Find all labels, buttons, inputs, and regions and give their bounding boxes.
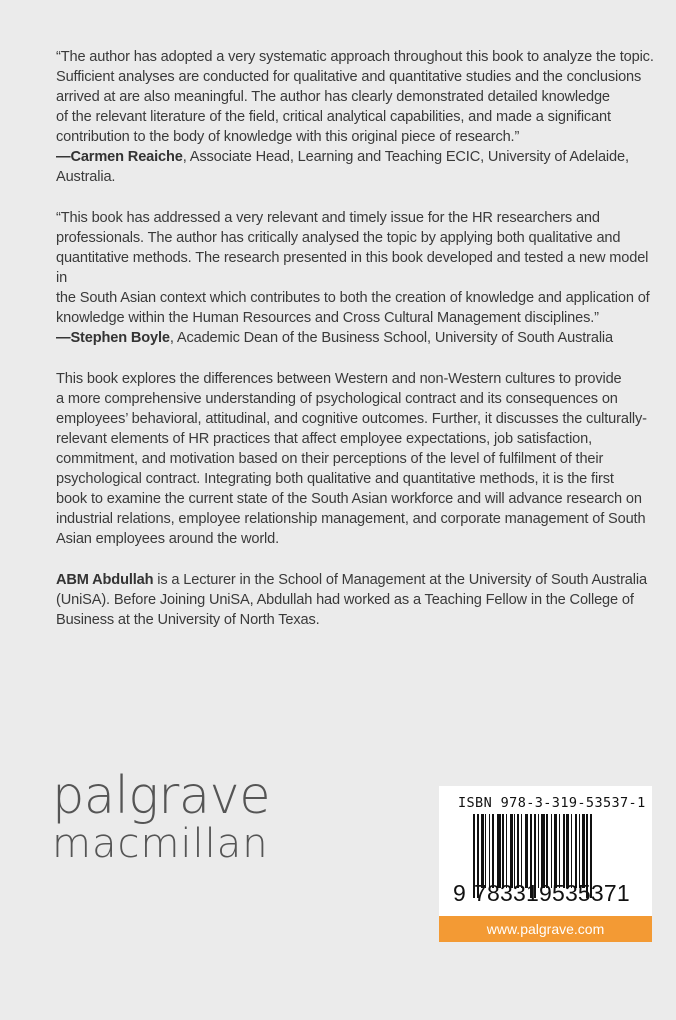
author-bio-line: (UniSA). Before Joining UniSA, Abdullah had worked as a Teaching Fellow in the College of: [56, 592, 634, 608]
review-attribution: [56, 328, 656, 348]
isbn-barcode-box: [439, 786, 652, 942]
description-line: psychological contract. Integrating both qualitative and quantitative methods, it is the first: [56, 471, 614, 487]
logo-palgrave: palgrave: [52, 766, 271, 826]
logo-macmillan: macmillan: [52, 821, 269, 867]
review-carmen-reaiche: [56, 47, 656, 187]
spacer: [56, 348, 656, 369]
barcode-first-digit: 9: [453, 880, 466, 906]
palgrave-macmillan-logo: [52, 766, 275, 867]
review-quote-line: “This book has addressed a very relevant and timely issue for the HR researchers and: [56, 210, 600, 226]
reviewer-name: Stephen Boyle: [70, 330, 170, 346]
review-stephen-boyle: [56, 208, 656, 348]
author-bio-line: Business at the University of North Texas.: [56, 612, 320, 628]
description-line: employees’ behavioral, attitudinal, and cognitive outcomes. Further, it discusses the culturally-: [56, 411, 647, 427]
spacer: [56, 549, 656, 570]
publisher-url: www.palgrave.com: [439, 916, 652, 942]
attribution-dash: —: [56, 149, 71, 165]
barcode-digits: [453, 880, 630, 907]
barcode-number: 783319535371: [474, 880, 630, 906]
author-name: ABM Abdullah: [56, 572, 154, 588]
review-quote-line: of the relevant literature of the field, critical analytical capabilities, and made a significant: [56, 109, 611, 125]
description-line: This book explores the differences between Western and non-Western cultures to provide: [56, 371, 622, 387]
description-line: a more comprehensive understanding of psychological contract and its consequences on: [56, 391, 618, 407]
review-quote-line: “The author has adopted a very systematic approach throughout this book to analyze the topic.: [56, 49, 654, 65]
reviewer-name: Carmen Reaiche: [70, 149, 183, 165]
description-line: relevant elements of HR practices that affect employee expectations, job satisfaction,: [56, 431, 593, 447]
description-line: Asian employees around the world.: [56, 531, 280, 547]
review-quote-line: the South Asian context which contributes to both the creation of knowledge and application of: [56, 290, 650, 306]
review-quote-line: quantitative methods. The research presented in this book developed and tested a new model in: [56, 250, 649, 286]
author-bio: [56, 570, 656, 630]
back-cover-text: [56, 47, 656, 630]
review-quote-line: knowledge within the Human Resources and Cross Cultural Management disciplines.”: [56, 310, 599, 326]
description-line: industrial relations, employee relationship management, and corporate management of South: [56, 511, 646, 527]
description-line: commitment, and motivation based on their perceptions of the level of fulfilment of their: [56, 451, 604, 467]
reviewer-title: , Academic Dean of the Business School, University of South Australia: [169, 330, 613, 346]
review-quote-line: arrived at are also meaningful. The author has clearly demonstrated detailed knowledge: [56, 89, 610, 105]
isbn-label: ISBN 978-3-319-53537-1: [458, 795, 646, 811]
attribution-dash: —: [56, 330, 71, 346]
reviewer-title-continued: Australia.: [56, 169, 116, 185]
review-quote-line: professionals. The author has critically analysed the topic by applying both qualitative and: [56, 230, 621, 246]
review-quote-line: contribution to the body of knowledge with this original piece of research.”: [56, 129, 520, 145]
description-line: book to examine the current state of the South Asian workforce and will advance research on: [56, 491, 642, 507]
reviewer-title: , Associate Head, Learning and Teaching ECIC, University of Adelaide,: [182, 149, 629, 165]
author-bio-text: is a Lecturer in the School of Management at the University of South Australia: [153, 572, 647, 588]
review-attribution: [56, 147, 656, 167]
author-bio-line: [56, 570, 656, 590]
book-description: [56, 369, 656, 549]
review-quote-line: Sufficient analyses are conducted for qualitative and quantitative studies and the conclusions: [56, 69, 642, 85]
spacer: [56, 187, 656, 208]
